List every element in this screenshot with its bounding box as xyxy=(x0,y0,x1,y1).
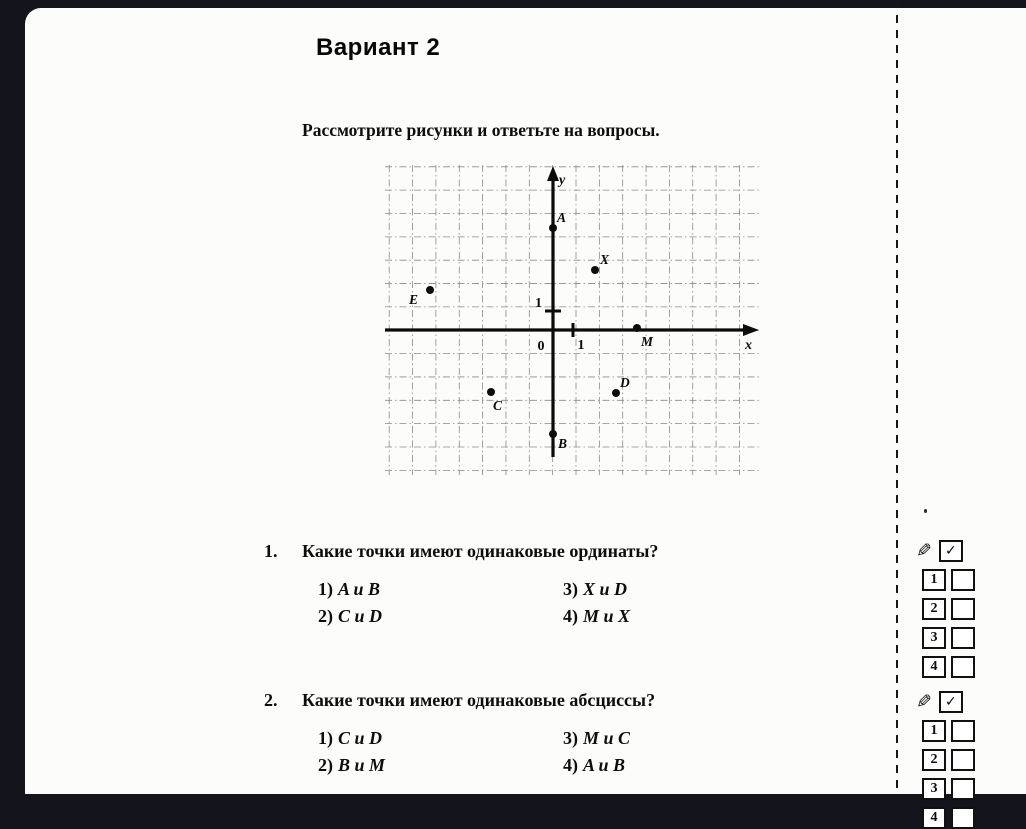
point-label-M: M xyxy=(641,334,654,349)
point-label-A: A xyxy=(557,210,567,225)
y-axis-arrow xyxy=(547,166,559,181)
option-text: A и B xyxy=(338,579,381,599)
point-C xyxy=(487,388,495,396)
option-number-box: 4 xyxy=(922,656,946,678)
answer-checkbox xyxy=(951,749,975,771)
option-text: X и D xyxy=(583,579,628,599)
checked-box: ✓ xyxy=(939,540,963,562)
point-A xyxy=(549,224,557,232)
answer-checkbox xyxy=(951,807,975,829)
point-label-C: C xyxy=(493,398,503,413)
origin-label: 0 xyxy=(537,339,545,354)
point-M xyxy=(633,324,641,332)
option-number: 2) xyxy=(318,755,333,775)
option-number-box: 1 xyxy=(922,720,946,742)
option-number: 4) xyxy=(563,606,578,626)
answer-row-3 xyxy=(922,627,975,649)
x-unit-label: 1 xyxy=(577,338,585,353)
option-number-box: 2 xyxy=(922,749,946,771)
checked-box: ✓ xyxy=(939,691,963,713)
page-title: Вариант 2 xyxy=(316,34,441,61)
instruction-text: Рассмотрите рисунки и ответьте на вопросы. xyxy=(302,120,660,140)
question-1 xyxy=(264,541,884,633)
point-label-X: X xyxy=(600,252,610,267)
answer-set-header xyxy=(916,540,975,562)
coordinate-plane xyxy=(385,165,760,475)
answer-row-4 xyxy=(922,656,975,678)
answer-row-4 xyxy=(922,807,975,829)
answer-checkbox xyxy=(951,720,975,742)
option-text: B и M xyxy=(338,755,386,775)
question-text: Какие точки имеют одинаковые ординаты? xyxy=(302,541,659,561)
y-axis-label: y xyxy=(559,173,566,188)
option-text: A и B xyxy=(583,755,626,775)
answer-row-1 xyxy=(922,569,975,591)
answer-row-1 xyxy=(922,720,975,742)
answer-set-header xyxy=(916,691,975,713)
x-axis-label: x xyxy=(745,338,752,353)
option-number-box: 2 xyxy=(922,598,946,620)
answer-row-2 xyxy=(922,598,975,620)
option-number-box: 4 xyxy=(922,807,946,829)
option-number: 1) xyxy=(318,579,333,599)
answer-set-1 xyxy=(916,540,975,678)
option-number-box: 3 xyxy=(922,627,946,649)
option-number: 1) xyxy=(318,728,333,748)
option-2 xyxy=(318,606,563,633)
answer-checkbox xyxy=(951,778,975,800)
option-text: M и X xyxy=(583,606,631,626)
point-label-D: D xyxy=(620,375,630,390)
pencil-icon: ✎ xyxy=(916,539,932,562)
option-3 xyxy=(563,728,884,755)
question-2 xyxy=(264,690,884,782)
question-number: 2. xyxy=(264,690,278,710)
option-number: 4) xyxy=(563,755,578,775)
point-B xyxy=(549,430,557,438)
answer-row-2 xyxy=(922,749,975,771)
option-number: 2) xyxy=(318,606,333,626)
options-grid xyxy=(318,579,884,633)
option-4 xyxy=(563,755,884,782)
question-number: 1. xyxy=(264,541,278,561)
option-number-box: 3 xyxy=(922,778,946,800)
option-1 xyxy=(318,579,563,606)
point-E xyxy=(426,286,434,294)
coordinate-grid-figure xyxy=(385,165,760,475)
point-D xyxy=(612,389,620,397)
option-number: 3) xyxy=(563,728,578,748)
point-label-E: E xyxy=(409,292,419,307)
point-label-B: B xyxy=(558,436,568,451)
option-number: 3) xyxy=(563,579,578,599)
answer-checkbox xyxy=(951,569,975,591)
option-4 xyxy=(563,606,884,633)
ink-speck xyxy=(924,509,927,513)
question-text: Какие точки имеют одинаковые абсциссы? xyxy=(302,690,656,710)
option-3 xyxy=(563,579,884,606)
option-text: C и D xyxy=(338,606,383,626)
answer-checkbox xyxy=(951,656,975,678)
option-text: C и D xyxy=(338,728,383,748)
options-grid xyxy=(318,728,884,782)
point-X xyxy=(591,266,599,274)
answer-checkbox xyxy=(951,627,975,649)
cut-line xyxy=(896,0,898,794)
pencil-icon: ✎ xyxy=(916,690,932,713)
option-number-box: 1 xyxy=(922,569,946,591)
option-text: M и C xyxy=(583,728,631,748)
x-axis-arrow xyxy=(743,324,759,336)
option-2 xyxy=(318,755,563,782)
y-unit-label: 1 xyxy=(535,296,542,311)
option-1 xyxy=(318,728,563,755)
answer-row-3 xyxy=(922,778,975,800)
answer-checkbox xyxy=(951,598,975,620)
answer-set-2 xyxy=(916,691,975,829)
